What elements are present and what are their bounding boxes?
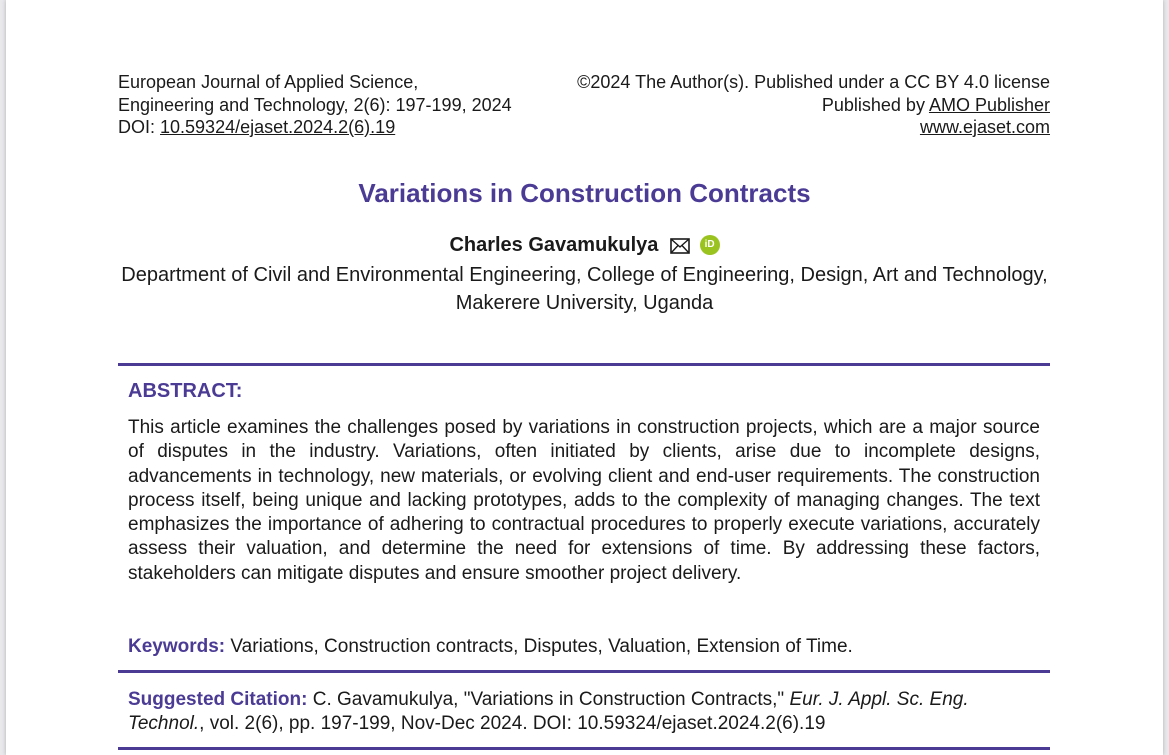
doi-link[interactable]: 10.59324/ejaset.2024.2(6).19 [160,117,396,137]
suggested-citation [128,688,1040,736]
author-affiliation: Department of Civil and Environmental Engineering, College of Engineering, Design, Art and Technology, Makerere University, Uganda [121,264,1048,314]
abstract-heading: ABSTRACT: [128,380,243,402]
keywords-label: Keywords: [128,636,226,657]
journal-name-line2: Engineering and Technology, 2(6): 197-199, 2024 [118,94,512,115]
middle-divider [118,670,1050,673]
author-name: Charles Gavamukulya [449,234,659,256]
published-by-prefix: Published by [821,94,929,115]
citation-label: Suggested Citation: [128,689,308,710]
doi-prefix: DOI: [118,117,161,137]
abstract-text: This article examines the challenges posed by variations in construction projects, which are a major source of disputes in the industry. Variations, often initiated by clients, arise due to incomplete designs, advancements in technology, new materials, or evolving client and end-user requirements. The construction process itself, being unique and lacking prototypes, adds to the complexity of managing changes. The text emphasizes the importance of adhering to contractual procedures to properly execute variations, accurately assess their valuation, and determine the need for extensions of time. By addressing these factors, stakeholders can mitigate disputes and ensure smoother project delivery. [128,417,1040,584]
citation-journal: Eur. J. Appl. Sc. Eng. Technol. [128,689,969,734]
paper-title: Variations in Construction Contracts [358,178,811,208]
paper-page [6,0,1163,755]
top-divider [118,363,1050,366]
keywords-text: Variations, Construction contracts, Disputes, Valuation, Extension of Time. [225,636,853,657]
citation-part2: , vol. 2(6), pp. 197-199, Nov-Dec 2024. DOI: 10.59324/ejaset.2024.2(6).19 [199,713,826,734]
envelope-icon[interactable] [670,237,690,260]
journal-name-line1: European Journal of Applied Science, [118,72,419,92]
journal-header-right [577,71,1050,139]
license-text: ©2024 The Author(s). Published under a CC BY 4.0 license [577,72,1050,92]
doi-line [118,116,512,139]
bottom-divider [118,747,1050,750]
citation-part1: C. Gavamukulya, "Variations in Construction Contracts," [307,689,790,710]
keywords-line [128,636,853,658]
author-line [6,234,1163,260]
journal-header-left [118,71,512,139]
publisher-line [577,94,1050,117]
publisher-link[interactable]: AMO Publisher [928,94,1050,115]
orcid-icon[interactable]: iD [700,235,720,255]
website-link[interactable]: www.ejaset.com [919,117,1050,137]
